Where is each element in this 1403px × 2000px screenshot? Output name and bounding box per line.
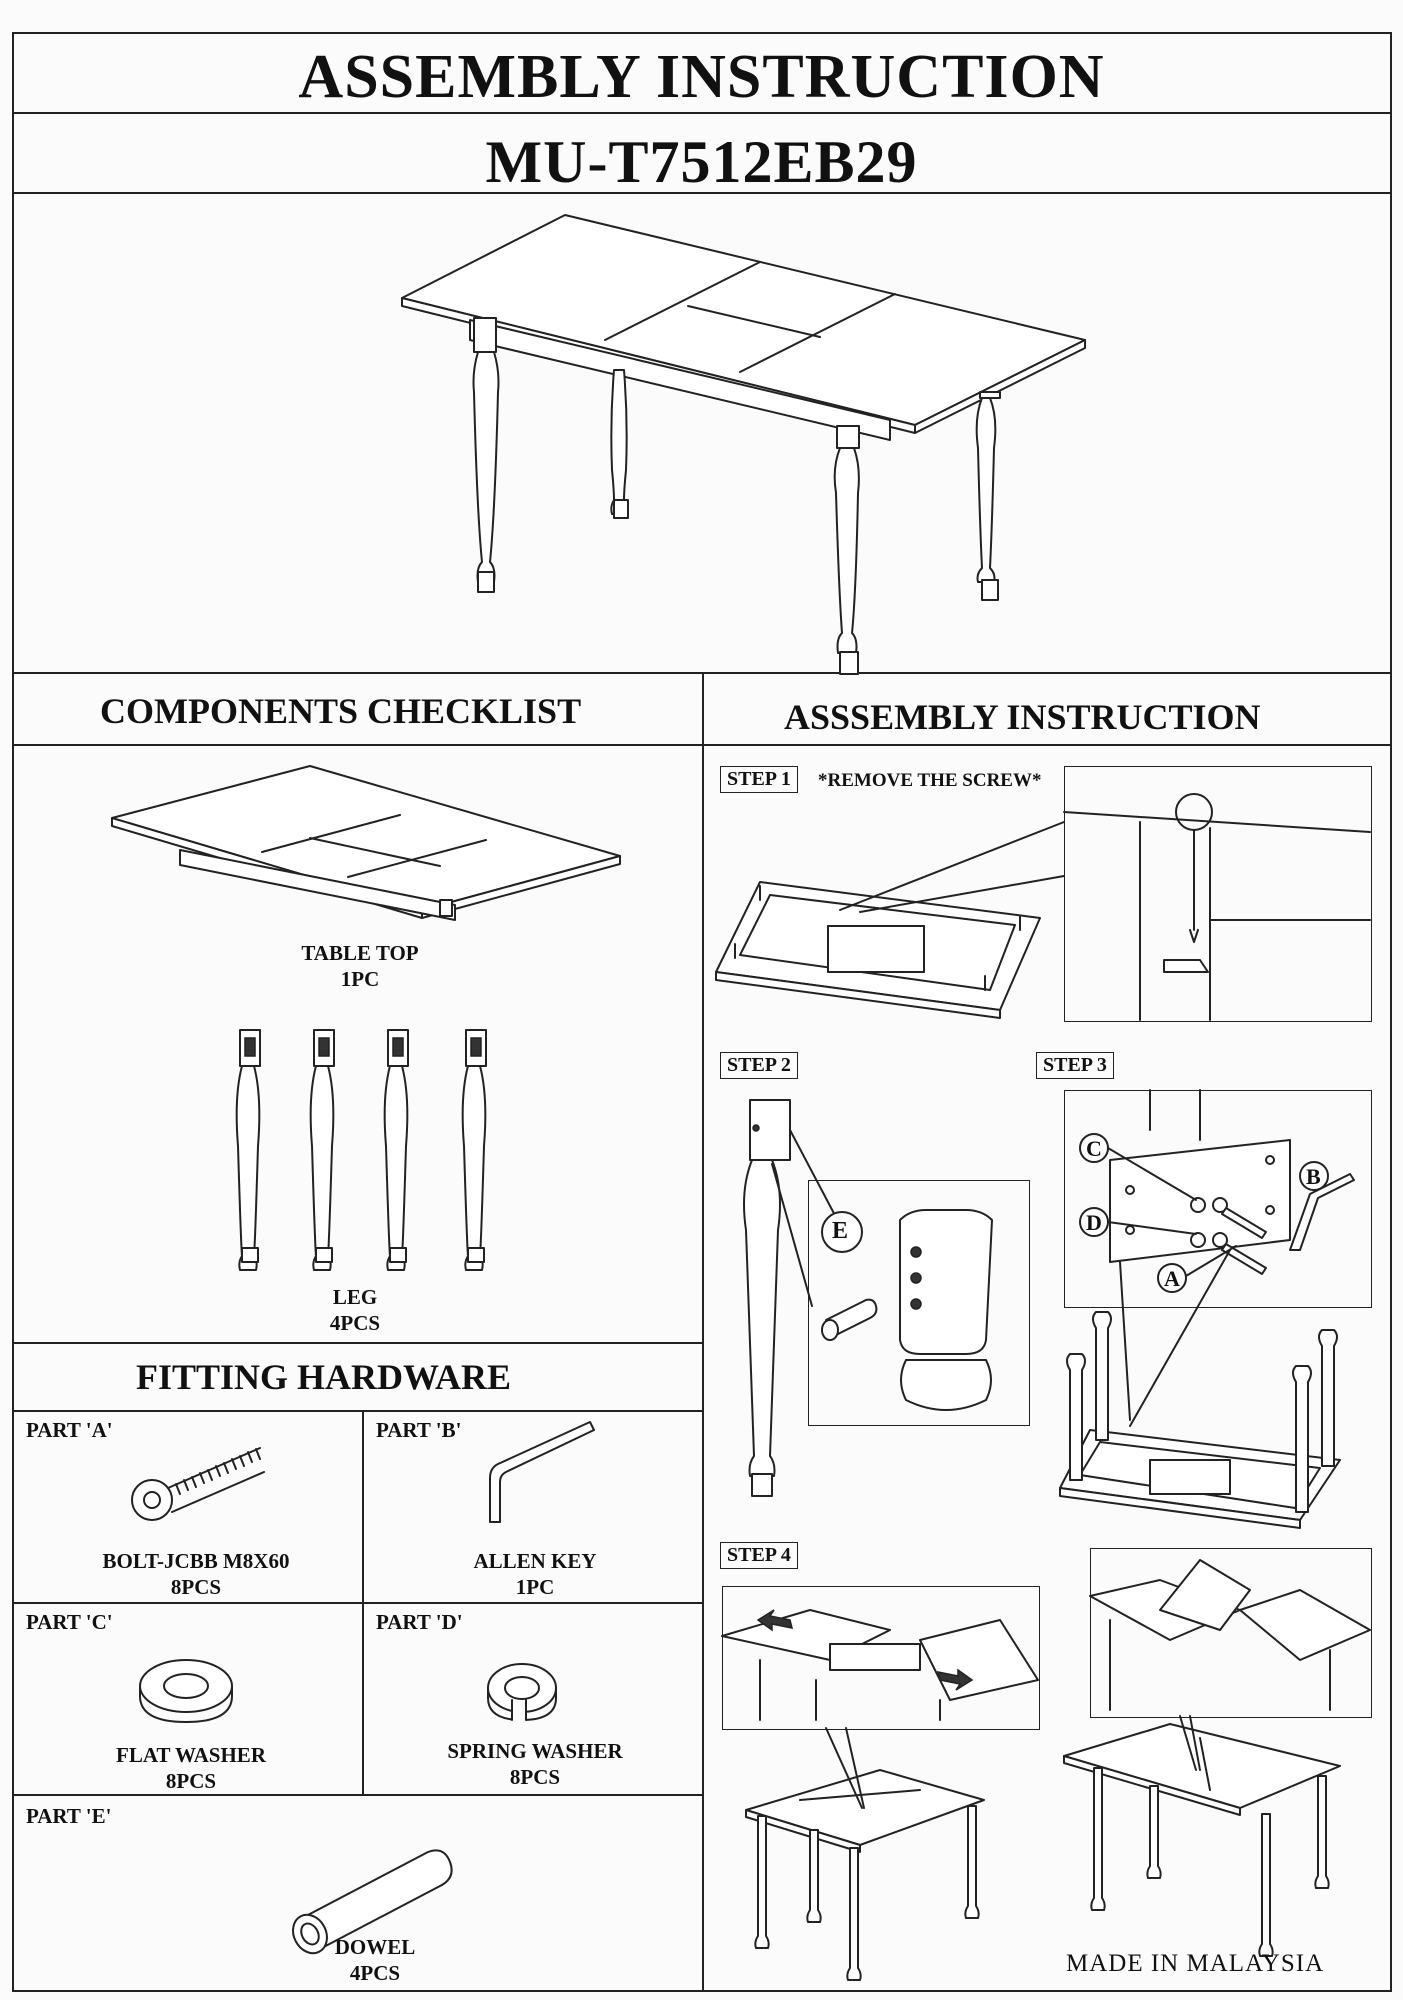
callout-c: C [1086,1136,1102,1161]
part-e-name: DOWEL [334,1935,416,1959]
part-d-label: PART 'D' [376,1610,463,1634]
part-a-qty: 8PCS [170,1575,222,1599]
part-b-label: PART 'B' [376,1418,462,1442]
step-2-label: STEP 2 [720,1052,798,1079]
part-e-qty: 4PCS [349,1961,401,1985]
step-1-note: *REMOVE THE SCREW* [818,770,1042,791]
assembly-heading: ASSSEMBLY INSTRUCTION [784,697,1261,737]
step-1-label: STEP 1 [720,766,798,793]
model-number: MU-T7512EB29 [485,129,918,195]
document-title: ASSEMBLY INSTRUCTION [298,43,1105,111]
component-qty-leg: 4PCS [329,1311,381,1335]
made-in-label: MADE IN MALAYSIA [1066,1950,1325,1977]
part-e-label: PART 'E' [26,1804,112,1828]
part-a-label: PART 'A' [26,1418,113,1442]
part-d-name: SPRING WASHER [447,1739,623,1763]
part-c-label: PART 'C' [26,1610,113,1634]
component-name-leg: LEG [332,1285,378,1309]
part-c-name: FLAT WASHER [116,1743,266,1767]
callout-b: B [1306,1164,1321,1189]
step-4-label: STEP 4 [720,1542,798,1569]
part-a-name: BOLT-JCBB M8X60 [102,1549,290,1573]
part-b-qty: 1PC [515,1575,555,1599]
step-3-label: STEP 3 [1036,1052,1114,1079]
part-c-qty: 8PCS [165,1769,217,1793]
component-qty-table-top: 1PC [340,967,380,991]
component-name-table-top: TABLE TOP [301,941,419,965]
part-d-qty: 8PCS [509,1765,561,1789]
callout-d: D [1086,1210,1102,1235]
part-b-name: ALLEN KEY [473,1549,597,1573]
components-heading: COMPONENTS CHECKLIST [100,691,582,731]
hardware-heading: FITTING HARDWARE [136,1357,512,1397]
callout-a: A [1164,1266,1180,1291]
callout-e: E [832,1218,849,1244]
